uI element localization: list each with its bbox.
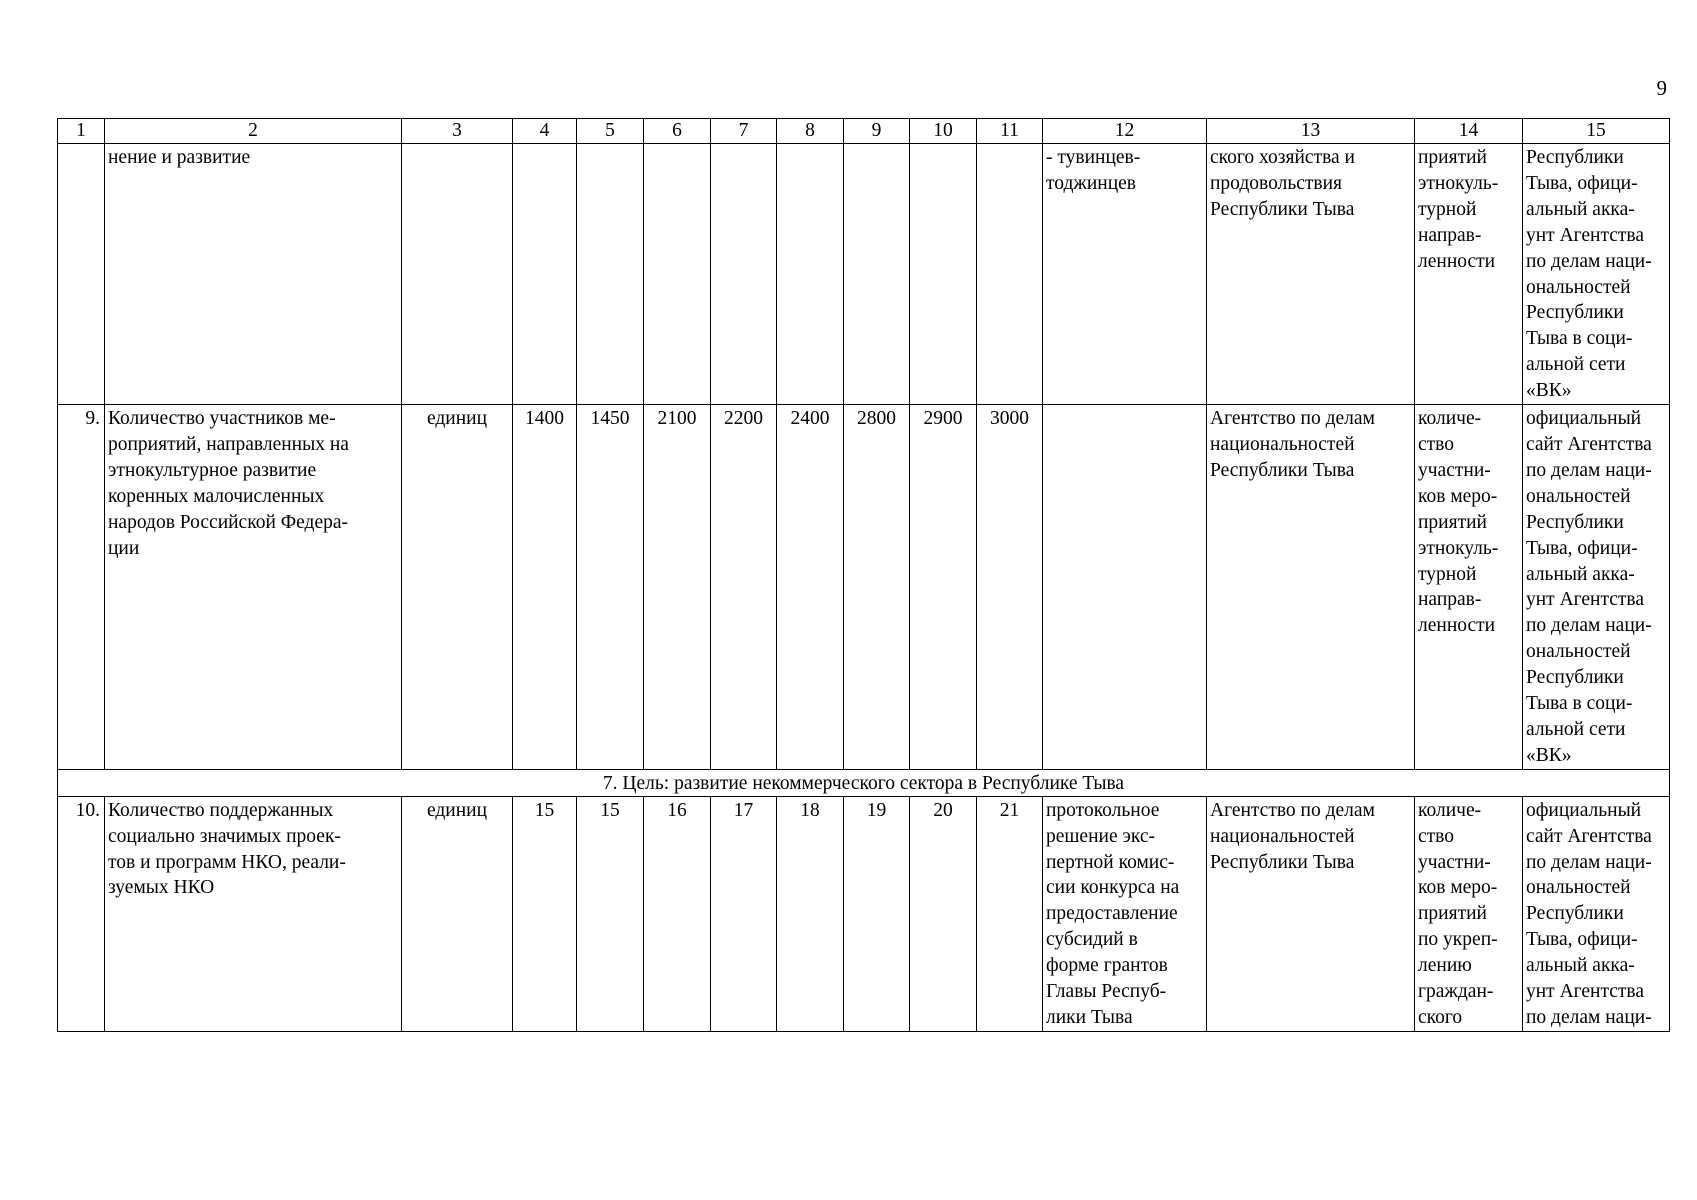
unit-cell: единиц [402,405,513,770]
method-cell: количе- ство участни- ков меро- приятий этнокуль- турной направ- ленности [1415,405,1523,770]
value-cell: 2800 [844,405,910,770]
value-cell [910,144,977,405]
row-number [58,144,105,405]
page-number: 9 [1656,76,1667,100]
basis-cell: - тувинцев- тоджинцев [1043,144,1207,405]
value-cell: 1400 [513,405,577,770]
col-header-4: 4 [513,119,577,144]
value-cell [513,144,577,405]
value-cell: 20 [910,796,977,1031]
unit-cell [402,144,513,405]
col-header-14: 14 [1415,119,1523,144]
col-header-2: 2 [105,119,402,144]
value-cell: 1450 [577,405,644,770]
source-cell: официальный сайт Агентства по делам наци- ональностей Республики Тыва, офици- альный акка- унт Агентства по делам наци- ональностей Республики Тыва в соци- альной сети «ВК» [1523,405,1670,770]
value-cell: 2100 [644,405,711,770]
value-cell: 15 [513,796,577,1031]
goal-heading: 7. Цель: развитие некоммерческого сектора в Республике Тыва [58,769,1670,796]
responsible-cell: Агентство по делам национальностей Республики Тыва [1207,796,1415,1031]
indicator-name: Количество поддержанных социально значимых проек- тов и программ НКО, реали- зуемых НКО [105,796,402,1031]
method-cell: количе- ство участни- ков меро- приятий по укреп- лению граждан- ского [1415,796,1523,1031]
responsible-cell: Агентство по делам национальностей Республики Тыва [1207,405,1415,770]
source-cell: Республики Тыва, офици- альный акка- унт Агентства по делам наци- ональностей Республики Тыва в соци- альной сети «ВК» [1523,144,1670,405]
value-cell: 3000 [977,405,1043,770]
basis-cell: протокольное решение экс- пертной комис- сии конкурса на предоставление субсидий в форме грантов Главы Респуб- лики Тыва [1043,796,1207,1031]
method-cell: приятий этнокуль- турной направ- ленности [1415,144,1523,405]
row-number: 9. [58,405,105,770]
value-cell [644,144,711,405]
value-cell: 15 [577,796,644,1031]
value-cell [777,144,844,405]
unit-cell: единиц [402,796,513,1031]
col-header-8: 8 [777,119,844,144]
value-cell [844,144,910,405]
table-row [58,144,1670,405]
value-cell [711,144,777,405]
header-row [58,119,1670,144]
value-cell: 19 [844,796,910,1031]
indicator-name: Количество участников ме- роприятий, направленных на этнокультурное развитие коренных малочисленных народов Российской Федера- ции [105,405,402,770]
indicator-name: нение и развитие [105,144,402,405]
col-header-11: 11 [977,119,1043,144]
col-header-9: 9 [844,119,910,144]
value-cell: 2900 [910,405,977,770]
value-cell [577,144,644,405]
col-header-3: 3 [402,119,513,144]
basis-cell [1043,405,1207,770]
table-row [58,405,1670,770]
col-header-10: 10 [910,119,977,144]
value-cell: 18 [777,796,844,1031]
col-header-12: 12 [1043,119,1207,144]
table-row [58,796,1670,1031]
col-header-5: 5 [577,119,644,144]
col-header-13: 13 [1207,119,1415,144]
row-number: 10. [58,796,105,1031]
responsible-cell: ского хозяйства и продовольствия Республики Тыва [1207,144,1415,405]
indicators-table [57,118,1670,1032]
value-cell: 2200 [711,405,777,770]
goal-heading-row [58,769,1670,796]
col-header-6: 6 [644,119,711,144]
col-header-1: 1 [58,119,105,144]
source-cell: официальный сайт Агентства по делам наци- ональностей Республики Тыва, офици- альный акка- унт Агентства по делам наци- [1523,796,1670,1031]
col-header-7: 7 [711,119,777,144]
value-cell: 21 [977,796,1043,1031]
value-cell: 16 [644,796,711,1031]
value-cell: 2400 [777,405,844,770]
value-cell [977,144,1043,405]
value-cell: 17 [711,796,777,1031]
col-header-15: 15 [1523,119,1670,144]
